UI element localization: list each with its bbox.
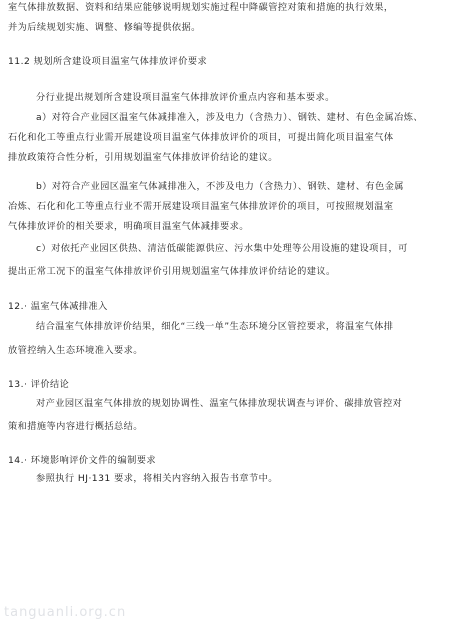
intro-line-1: 室气体排放数据、资料和结果应能够说明规划实施过程中降碳管控对策和措施的执行效果， <box>8 2 394 13</box>
section-13-line-1: 对产业园区温室气体排放的规划协调性、温室气体排放现状调查与评价、碳排放管控对 <box>36 398 403 409</box>
section-14-line-1: 参照执行 HJ·131 要求，将相关内容纳入报告书章节中。 <box>36 473 278 484</box>
section-14-heading: 14.· 环境影响评价文件的编制要求 <box>8 455 156 466</box>
section-11-2-heading: 11.2 规划所含建设项目温室气体排放评价要求 <box>8 56 208 67</box>
item-a-line-3: 排放政策符合性分析，引用规划温室气体排放评价结论的建议。 <box>8 152 278 163</box>
item-c-line-1: c）对依托产业园区供热、清洁低碳能源供应、污水集中处理等公用设施的建设项目，可 <box>36 243 408 254</box>
item-c-line-2: 提出正常工况下的温室气体排放评价引用规划温室气体排放评价结论的建议。 <box>8 266 336 277</box>
section-13-heading: 13.· 评价结论 <box>8 379 70 390</box>
item-a-line-1: a）对符合产业园区温室气体减排准入，涉及电力（含热力）、钢铁、建材、有色金属冶炼、 <box>36 112 423 123</box>
section-11-2-lead: 分行业提出规划所含建设项目温室气体排放评价重点内容和基本要求。 <box>36 92 335 103</box>
item-b-line-3: 气体排放评价的相关要求，明确项目温室气体减排要求。 <box>8 221 249 232</box>
section-13-line-2: 策和措施等内容进行概括总结。 <box>8 421 143 432</box>
item-a-line-2: 石化和化工等重点行业需开展建设项目温室气体排放评价的项目，可提出简化项目温室气体 <box>8 132 394 143</box>
intro-line-2: 并为后续规划实施、调整、修编等提供依据。 <box>8 22 201 33</box>
section-12-line-1: 结合温室气体排放评价结果，细化“三线一单”生态环境分区管控要求，将温室气体排 <box>36 321 394 332</box>
section-12-heading: 12.· 温室气体减排准入 <box>8 301 108 312</box>
section-12-line-2: 放管控纳入生态环境准入要求。 <box>8 345 143 356</box>
watermark: tanguanli.org.cn <box>4 605 127 620</box>
item-b-line-2: 冶炼、石化和化工等重点行业不需开展建设项目温室气体排放评价的项目，可按照规划温室 <box>8 201 394 212</box>
item-b-line-1: b）对符合产业园区温室气体减排准入，不涉及电力（含热力）、钢铁、建材、有色金属 <box>36 181 404 192</box>
